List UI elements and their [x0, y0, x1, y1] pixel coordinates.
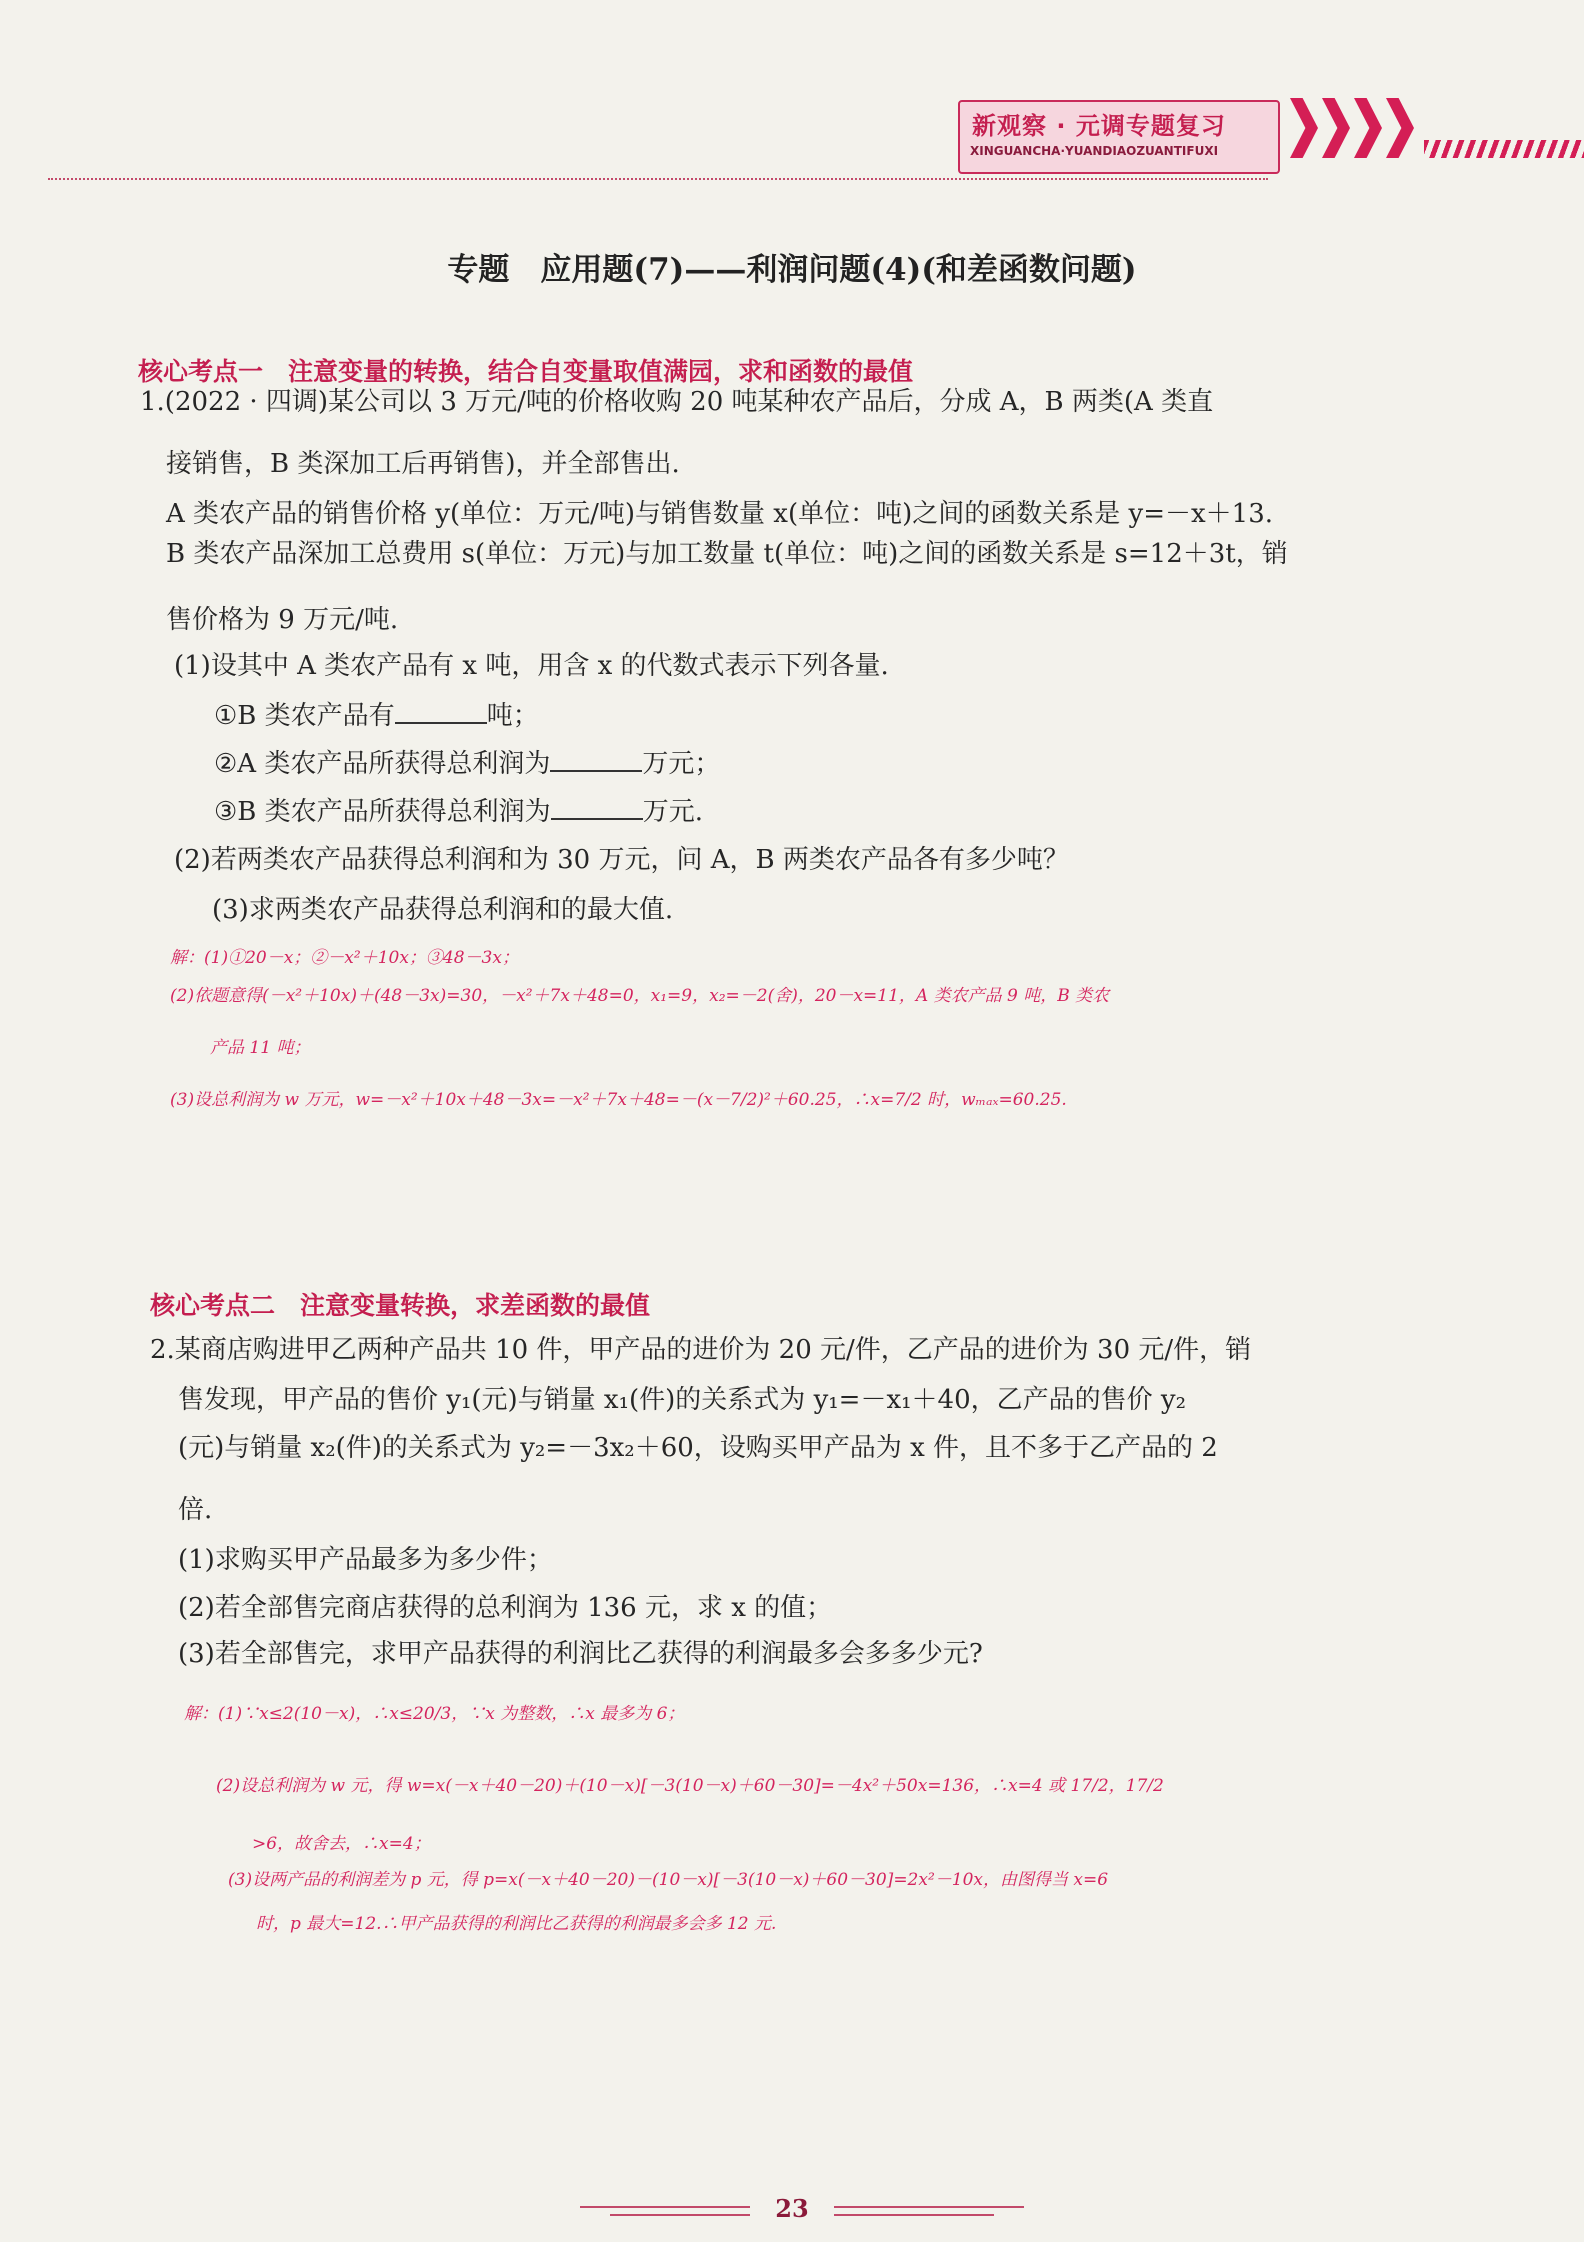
question-2-part-1: (1)求购买甲产品最多为多少件； [178, 1545, 553, 1575]
question-1-line: B 类农产品深加工总费用 s(单位：万元)与加工数量 t(单位：吨)之间的函数关系是 s=12＋3t，销 [166, 539, 1288, 569]
chevron-right-icon [1290, 98, 1318, 158]
footer-rule-left [610, 2214, 750, 2216]
chevron-right-icon [1386, 98, 1414, 158]
blank-line [214, 746, 720, 786]
blank-line [214, 698, 539, 738]
question-2-part-2: (2)若全部售完商店获得的总利润为 136 元，求 x 的值； [178, 1593, 833, 1623]
question-2-part-3: (3)若全部售完，求甲产品获得的利润比乙获得的利润最多会多多少元? [178, 1639, 983, 1669]
solution-2-line: 解：(1)∵x≤2(10－x)，∴x≤20/3，∵x 为整数，∴x 最多为 6； [184, 1704, 685, 1724]
blank-prefix: ②A 类农产品所获得总利润为 [214, 749, 551, 779]
blank-suffix: 万元； [642, 749, 721, 779]
blank-prefix: ③B 类农产品所获得总利润为 [214, 797, 551, 827]
question-2-line: 倍. [178, 1495, 213, 1525]
header-subtitle: XINGUANCHA·YUANDIAOZUANTIFUXI [970, 144, 1219, 158]
chevron-right-icon [1354, 98, 1382, 158]
page-title: 专题 应用题(7)——利润问题(4)(和差函数问题) [447, 252, 1137, 288]
question-1-part-3: (3)求两类农产品获得总利润和的最大值. [212, 895, 674, 925]
question-2-line: (元)与销量 x₂(件)的关系式为 y₂=－3x₂＋60，设购买甲产品为 x 件，且不多于乙产品的 2 [178, 1433, 1218, 1463]
footer-rule-left [580, 2206, 750, 2208]
footer-rule-right [834, 2206, 1024, 2208]
solution-2-line: >6，故舍去，∴x=4； [252, 1834, 431, 1854]
chevron-right-icon [1322, 98, 1350, 158]
section-heading-2: 核心考点二 注意变量转换，求差函数的最值 [150, 1291, 651, 1320]
answer-blank [395, 698, 487, 724]
question-1-line: 1.(2022 · 四调)某公司以 3 万元/吨的价格收购 20 吨某种农产品后，分成 A，B 两类(A 类直 [140, 387, 1214, 417]
question-1-part-1: (1)设其中 A 类农产品有 x 吨，用含 x 的代数式表示下列各量. [174, 651, 889, 681]
header-stripes [1424, 140, 1584, 158]
solution-2-line: (2)设总利润为 w 元，得 w=x(－x＋40－20)＋(10－x)[－3(10－x)＋60－30]=－4x²＋50x=136，∴x=4 或 17/2，17/2 [216, 1776, 1164, 1796]
solution-1-line: (3)设总利润为 w 万元，w=－x²＋10x＋48－3x=－x²＋7x＋48=－(x－7/2)²＋60.25，∴x=7/2 时，wₘₐₓ=60.25. [170, 1090, 1067, 1110]
page-number: 23 [775, 2194, 809, 2223]
blank-line [214, 794, 703, 834]
solution-1-line: (2)依题意得(－x²＋10x)＋(48－3x)=30，－x²＋7x＋48=0，x₁=9，x₂=－2(舍)，20－x=11，A 类农产品 9 吨，B 类农 [170, 986, 1110, 1006]
blank-suffix: 万元. [642, 797, 703, 827]
blank-suffix: 吨； [486, 701, 539, 731]
solution-2-line: (3)设两产品的利润差为 p 元，得 p=x(－x＋40－20)－(10－x)[－3(10－x)＋60－30]=2x²－10x，由图得当 x=6 [228, 1870, 1109, 1890]
question-2-line: 售发现，甲产品的售价 y₁(元)与销量 x₁(件)的关系式为 y₁=－x₁＋40，乙产品的售价 y₂ [178, 1385, 1187, 1415]
section-heading-1: 核心考点一 注意变量的转换，结合自变量取值满园，求和函数的最值 [138, 357, 914, 386]
question-1-line: A 类农产品的销售价格 y(单位：万元/吨)与销售数量 x(单位：吨)之间的函数关系是 y=－x＋13. [166, 499, 1274, 529]
answer-blank [550, 746, 642, 772]
question-1-part-2: (2)若两类农产品获得总利润和为 30 万元，问 A，B 两类农产品各有多少吨？ [174, 845, 1069, 875]
question-1-line: 接销售，B 类深加工后再销售)，并全部售出. [166, 449, 680, 479]
question-2-line: 2.某商店购进甲乙两种产品共 10 件，甲产品的进价为 20 元/件，乙产品的进价为 30 元/件，销 [150, 1335, 1252, 1365]
solution-2-line: 时，p 最大=12.∴甲产品获得的利润比乙获得的利润最多会多 12 元. [256, 1914, 777, 1934]
question-1-line: 售价格为 9 万元/吨. [166, 605, 399, 635]
header-divider [48, 178, 1268, 180]
header-title: 新观察 · 元调专题复习 [972, 112, 1226, 140]
blank-prefix: ①B 类农产品有 [214, 701, 395, 731]
solution-1-line: 产品 11 吨； [210, 1038, 311, 1058]
answer-blank [551, 794, 643, 820]
solution-1-line: 解：(1)①20－x；②－x²＋10x；③48－3x； [170, 948, 519, 968]
footer-rule-right [834, 2214, 994, 2216]
